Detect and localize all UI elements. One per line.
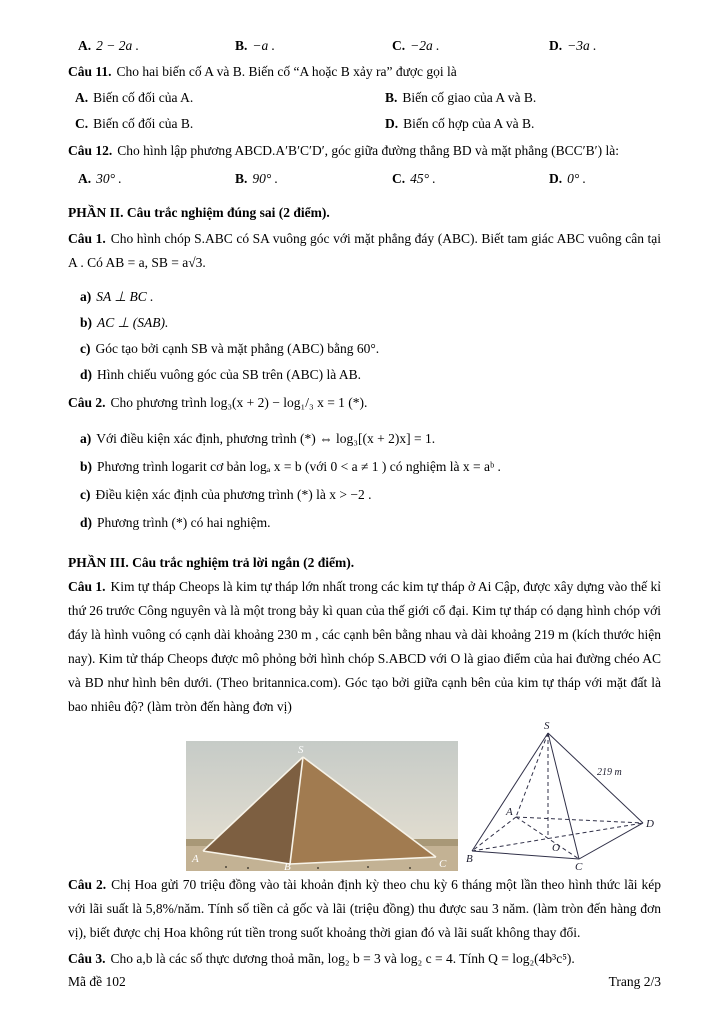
option-letter: C. xyxy=(392,171,406,186)
item-text: Điều kiện xác định của phương trình (*) là x > −2 . xyxy=(95,487,372,502)
diagram-hidden-edges xyxy=(472,733,643,859)
part3-q3-stem xyxy=(68,947,661,971)
diagram-edge-length-label: 219 m xyxy=(597,767,622,778)
q10-option-b xyxy=(235,34,392,58)
question-text: Cho phương trình log₃(x + 2) − log₁/₃ x = 1 (*). xyxy=(110,395,368,410)
part2-q1-item-c xyxy=(68,337,661,361)
option-letter: C. xyxy=(392,38,406,53)
part2-title: PHẦN II. Câu trắc nghiệm đúng sai (2 điểm). xyxy=(68,205,330,220)
photo-label-a: A xyxy=(192,853,199,865)
pyramid-diagram xyxy=(466,719,656,871)
option-text: −2a . xyxy=(410,38,440,53)
part2-q2-stem xyxy=(68,391,661,415)
diagram-label-s: S xyxy=(544,720,550,732)
item-text: Góc tạo bởi cạnh SB và mặt phẳng (ABC) bằng 60°. xyxy=(95,341,380,356)
item-letter: b) xyxy=(80,459,93,474)
part2-q1-item-a xyxy=(68,285,661,309)
q11-options-row-2 xyxy=(68,112,661,136)
diagram-label-b: B xyxy=(466,853,473,865)
part2-q1-item-b xyxy=(68,311,661,335)
q10-options-row xyxy=(68,34,661,58)
item-letter: d) xyxy=(80,515,93,530)
option-text: Biến cố đối của B. xyxy=(93,116,194,131)
item-text: Hình chiếu vuông góc của SB trên (ABC) là AB. xyxy=(97,367,361,382)
option-text: 0° . xyxy=(567,171,587,186)
q10-option-c xyxy=(392,34,549,58)
option-text: Biến cố đối của A. xyxy=(93,90,194,105)
question-text: Cho a,b là các số thực dương thoả mãn, log₂ b = 3 và log₂ c = 4. Tính Q = log₂(4b³c⁵). xyxy=(110,951,575,966)
item-letter: a) xyxy=(80,431,92,446)
option-letter: A. xyxy=(78,38,92,53)
q11-stem xyxy=(68,60,661,84)
question-text: Chị Hoa gửi 70 triệu đồng vào tài khoản định kỳ theo chu kỳ 6 tháng một lần theo hình thức lãi kép với lãi suất là 5,8%/năm. Tính số tiền cả gốc và lãi (triệu đồng) thu được sau 3 năm. (làm tròn đến hàng đơn vị), biết được chị Hoa không rút tiền trong suốt khoảng thời gian đó và lãi suất không thay đổi. xyxy=(68,877,661,940)
question-text: Cho hình chóp S.ABC có SA vuông góc với mặt phẳng đáy (ABC). Biết tam giác ABC vuông cân tại A . Có AB = a, SB = a√3. xyxy=(68,231,661,270)
q12-option-d xyxy=(549,167,586,191)
option-letter: A. xyxy=(75,90,89,105)
option-text: −a . xyxy=(252,38,276,53)
option-letter: A. xyxy=(78,171,92,186)
option-letter: B. xyxy=(385,90,398,105)
item-letter: b) xyxy=(80,315,93,330)
item-letter: c) xyxy=(80,341,91,356)
item-text: Phương trình (*) có hai nghiệm. xyxy=(97,515,271,530)
q12-option-a xyxy=(78,167,235,191)
question-label: Câu 11. xyxy=(68,64,112,79)
part3-q2-stem xyxy=(68,873,661,945)
q12-options-row xyxy=(68,167,661,191)
page-number: Trang 2/3 xyxy=(608,974,661,989)
figure-row xyxy=(68,719,661,871)
item-text: SA ⊥ BC . xyxy=(96,289,154,304)
pyramid-photo xyxy=(186,741,458,871)
q11-option-c xyxy=(75,112,385,136)
diagram-label-d: D xyxy=(646,818,654,830)
question-label: Câu 1. xyxy=(68,579,106,594)
q12-option-c xyxy=(392,167,549,191)
part2-q2-item-d xyxy=(68,511,661,535)
q12-option-b xyxy=(235,167,392,191)
diagram-label-a: A xyxy=(506,806,513,818)
question-label: Câu 2. xyxy=(68,877,107,892)
option-letter: B. xyxy=(235,38,248,53)
page-footer xyxy=(68,970,661,994)
diagram-label-c: C xyxy=(575,861,583,871)
item-letter: a) xyxy=(80,289,92,304)
option-letter: D. xyxy=(549,38,563,53)
photo-label-c: C xyxy=(439,858,447,870)
item-letter: c) xyxy=(80,487,91,502)
option-letter: D. xyxy=(385,116,399,131)
option-text: 30° . xyxy=(96,171,122,186)
option-text: Biến cố hợp của A và B. xyxy=(403,116,535,131)
item-text: Với điều kiện xác định, phương trình (*) ⇔ log₃[(x + 2)x] = 1. xyxy=(96,431,436,446)
part2-q2-item-c xyxy=(68,483,661,507)
option-letter: D. xyxy=(549,171,563,186)
option-text: 2 − 2a . xyxy=(96,38,139,53)
part3-q1-stem xyxy=(68,575,661,719)
item-text: AC ⊥ (SAB). xyxy=(97,315,169,330)
option-letter: C. xyxy=(75,116,89,131)
photo-label-b: B xyxy=(284,861,291,871)
q10-option-a xyxy=(78,34,235,58)
part3-title: PHẦN III. Câu trắc nghiệm trả lời ngắn (2 điểm). xyxy=(68,555,355,570)
question-label: Câu 12. xyxy=(68,143,113,158)
item-letter: d) xyxy=(80,367,93,382)
part2-q2-item-b xyxy=(68,455,661,479)
photo-label-s: S xyxy=(298,744,304,756)
exam-code: Mã đề 102 xyxy=(68,974,126,989)
q12-stem xyxy=(68,139,661,163)
question-label: Câu 1. xyxy=(68,231,106,246)
q11-option-b xyxy=(385,86,536,110)
q11-option-d xyxy=(385,112,534,136)
q11-option-a xyxy=(75,86,385,110)
item-text: Phương trình logarit cơ bản logₐ x = b (với 0 < a ≠ 1 ) có nghiệm là x = aᵇ . xyxy=(97,459,501,474)
diagram-solid-edges xyxy=(472,733,643,859)
part2-q2-item-a xyxy=(68,427,661,451)
option-text: Biến cố giao của A và B. xyxy=(402,90,537,105)
option-text: 90° . xyxy=(252,171,279,186)
option-text: −3a . xyxy=(567,38,597,53)
q11-options-row-1 xyxy=(68,86,661,110)
option-text: 45° . xyxy=(410,171,436,186)
part2-q1-stem xyxy=(68,227,661,275)
question-text: Cho hai biến cố A và B. Biến cố “A hoặc B xảy ra” được gọi là xyxy=(116,64,457,79)
option-letter: B. xyxy=(235,171,248,186)
question-text: Kim tự tháp Cheops là kim tự tháp lớn nhất trong các kim tự tháp ở Ai Cập, được xây dựng vào thế kỉ thứ 26 trước Công nguyên và là một trong bảy kì quan của thế giới cổ đại. Kim tự tháp có dạng hình chóp với đáy là hình vuông có cạnh dài khoảng 230 m , các cạnh bên bằng nhau và dài khoảng 219 m (kích thước hiện nay). Kim tử tháp Cheops được mô phỏng bởi hình chóp S.ABCD với O là giao điểm của hai đường chéo AC và BD như hình bên dưới. (Theo britannica.com). Góc tạo bởi giữa cạnh bên của kim tự tháp với mặt đất là bao nhiêu độ? (làm tròn đến hàng đơn vị) xyxy=(68,579,661,714)
question-label: Câu 3. xyxy=(68,951,106,966)
diagram-label-o: O xyxy=(552,842,560,854)
question-label: Câu 2. xyxy=(68,395,106,410)
question-text: Cho hình lập phương ABCD.A′B′C′D′, góc giữa đường thẳng BD và mặt phẳng (BCC′B′) là: xyxy=(117,143,619,158)
q10-option-d xyxy=(549,34,597,58)
part2-q1-item-d xyxy=(68,363,661,387)
